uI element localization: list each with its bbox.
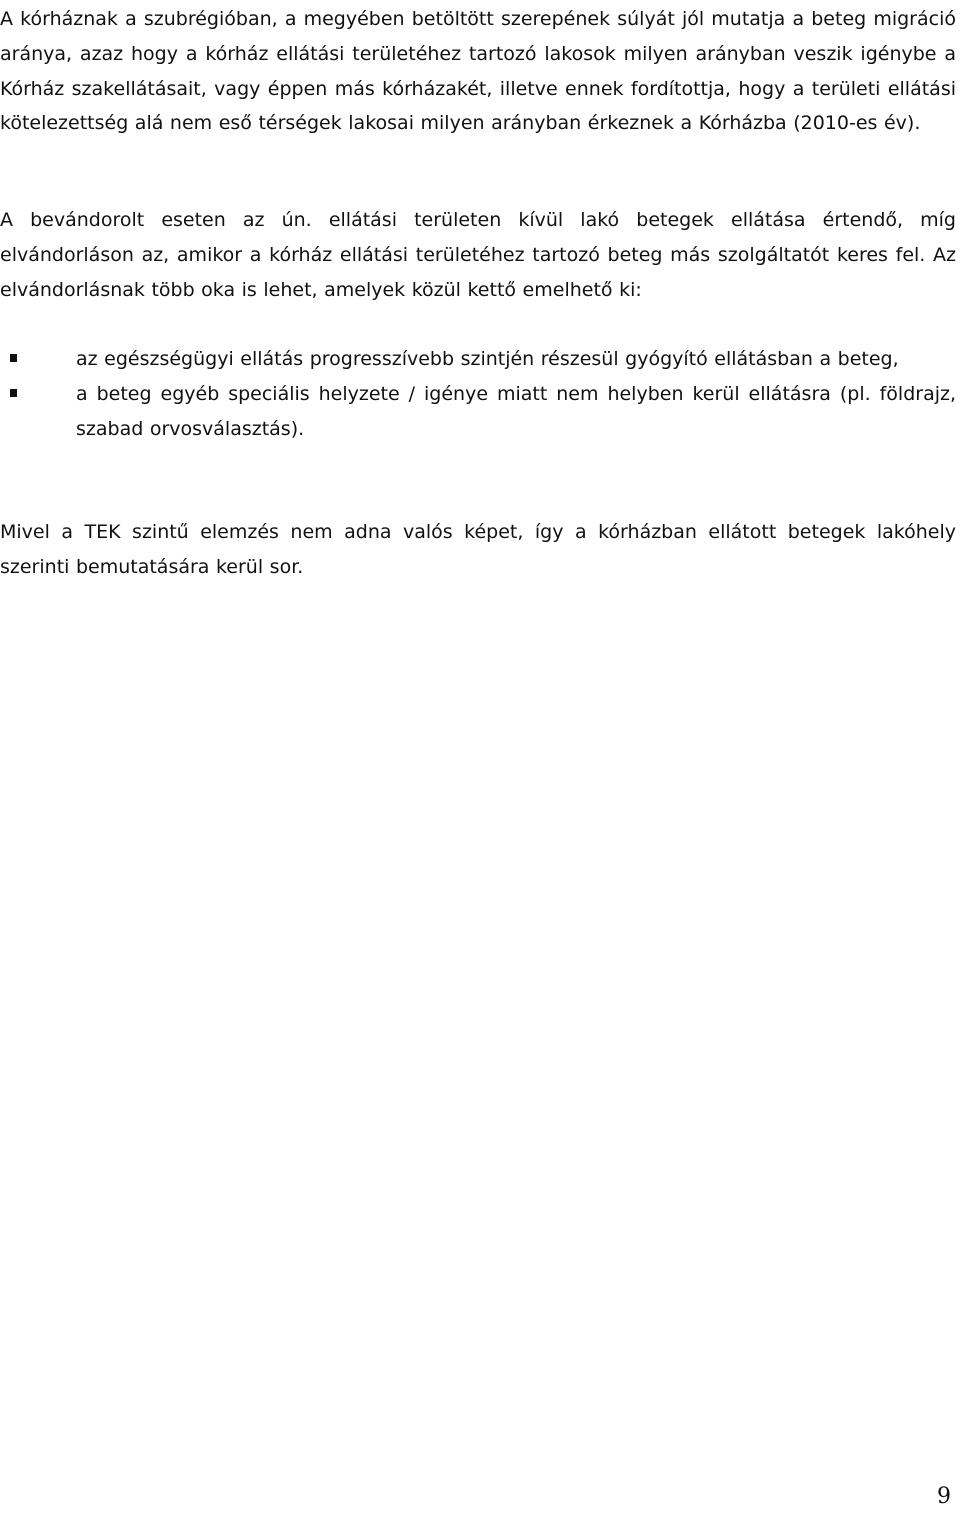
bullet-text: a beteg egyéb speciális helyzete / igénye miatt nem helyben kerül ellátásra (pl. földrajz, szabad orvosválasztás).	[76, 382, 956, 440]
square-bullet-icon	[10, 389, 17, 397]
paragraph-migration-definition: A bevándorolt eseten az ún. ellátási területen kívül lakó betegek ellátása értendő, míg elvándorláson az, amikor a kórház ellátási területéhez tartozó beteg más szolgáltatót keres fel. Az elvándorlásnak több oka is lehet, amelyek közül kettő emelhető ki:	[0, 209, 956, 301]
paragraph-conclusion: Mivel a TEK szintű elemzés nem adna valós képet, így a kórházban ellátott betegek lakóhely szerinti bemutatására kerül sor.	[0, 521, 956, 578]
list-item	[0, 377, 956, 447]
square-bullet-icon	[10, 354, 17, 362]
page-number: 9	[937, 1484, 951, 1509]
paragraph-migration-intro: A kórháznak a szubrégióban, a megyében betöltött szerepének súlyát jól mutatja a beteg migráció aránya, azaz hogy a kórház ellátási területéhez tartozó lakosok milyen arányban veszik igénybe a Kórház szakellátásait, vagy éppen más kórházakét, illetve ennek fordítottja, hogy a területi ellátási kötelezettség alá nem eső térségek lakosai milyen arányban érkeznek a Kórházba (2010-es év).	[0, 8, 956, 135]
list-item	[0, 342, 956, 377]
bullet-list	[0, 342, 956, 446]
bullet-text: az egészségügyi ellátás progresszívebb szintjén részesül gyógyító ellátásban a beteg,	[76, 348, 899, 370]
